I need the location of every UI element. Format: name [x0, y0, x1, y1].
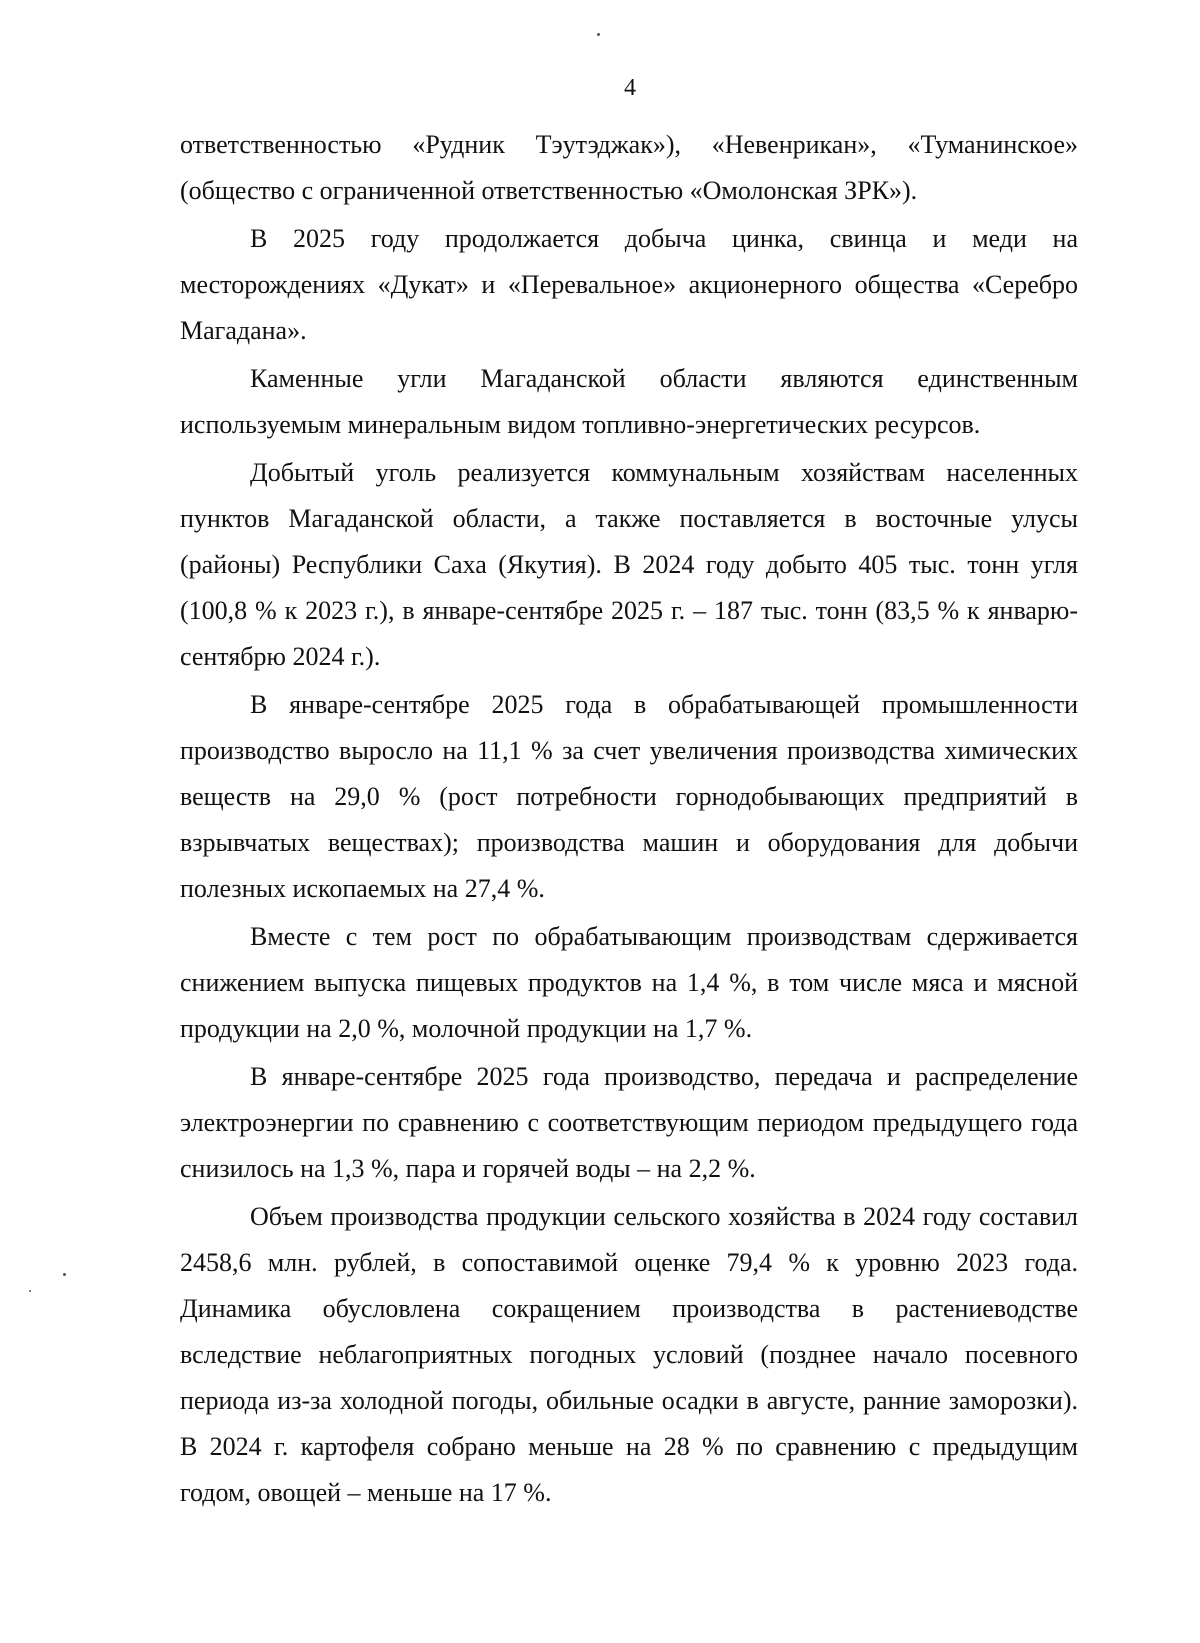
scan-speck	[597, 33, 600, 36]
paragraph: Объем производства продукции сельского хозяйства в 2024 году составил 2458,6 млн. рублей, в сопоставимой оценке 79,4 % к уровню 2023 года. Динамика обусловлена сокращением производства в растениеводстве вследствие неблагоприятных погодных условий (позднее начало посевного периода из-за холодной погоды, обильные осадки в августе, ранние заморозки). В 2024 г. картофеля собрано меньше на 28 % по сравнению с предыдущим годом, овощей – меньше на 17 %.	[180, 1202, 1078, 1507]
page-number: 4	[624, 75, 636, 101]
paragraph: ответственностью «Рудник Тэутэджак»), «Невенрикан», «Туманинское» (общество с ограниченной ответственностью «Омолонская ЗРК»).	[180, 130, 1078, 205]
paragraph: В январе-сентябре 2025 года производство, передача и распределение электроэнергии по сравнению с соответствующим периодом предыдущего года снизилось на 1,3 %, пара и горячей воды – на 2,2 %.	[180, 1062, 1078, 1183]
paragraph: Добытый уголь реализуется коммунальным хозяйствам населенных пунктов Магаданской области, а также поставляется в восточные улусы (районы) Республики Саха (Якутия). В 2024 году добыто 405 тыс. тонн угля (100,8 % к 2023 г.), в январе-сентябре 2025 г. – 187 тыс. тонн (83,5 % к январю-сентябрю 2024 г.).	[180, 458, 1078, 671]
body-text	[180, 122, 1078, 1516]
paragraph: В 2025 году продолжается добыча цинка, свинца и меди на месторождениях «Дукат» и «Перевальное» акционерного общества «Серебро Магадана».	[180, 224, 1078, 345]
paragraph: Каменные угли Магаданской области являются единственным используемым минеральным видом топливно-энергетических ресурсов.	[180, 364, 1078, 439]
scan-speck	[63, 1273, 66, 1276]
scan-speck	[29, 1290, 31, 1292]
paragraph: В январе-сентябре 2025 года в обрабатывающей промышленности производство выросло на 11,1 % за счет увеличения производства химических веществ на 29,0 % (рост потребности горнодобывающих предприятий в взрывчатых веществах); производства машин и оборудования для добычи полезных ископаемых на 27,4 %.	[180, 690, 1078, 903]
paragraph: Вместе с тем рост по обрабатывающим производствам сдерживается снижением выпуска пищевых продуктов на 1,4 %, в том числе мяса и мясной продукции на 2,0 %, молочной продукции на 1,7 %.	[180, 922, 1078, 1043]
